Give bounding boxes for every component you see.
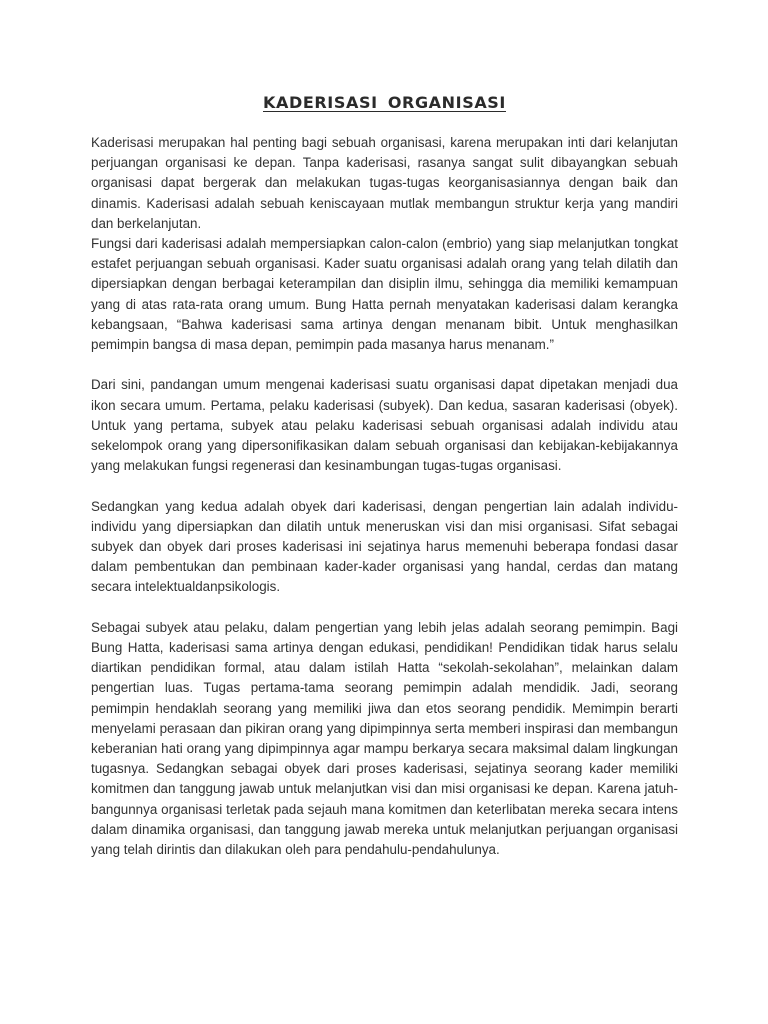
- document-title: KADERISASI ORGANISASI: [263, 93, 506, 112]
- paragraph-3: Dari sini, pandangan umum mengenai kaderisasi suatu organisasi dapat dipetakan menjadi dua ikon secara umum. Pertama, pelaku kaderisasi (subyek). Dan kedua, sasaran kaderisasi (obyek). Untuk yang pertama, subyek atau pelaku kaderisasi sebuah organisasi adalah individu atau sekelompok orang yang dipersonifikasikan dalam sebuah organisasi dan kebijakan-kebijakannya yang melakukan fungsi regenerasi dan kesinambungan tugas-tugas organisasi.: [91, 377, 678, 474]
- paragraph-4: Sedangkan yang kedua adalah obyek dari kaderisasi, dengan pengertian lain adalah individu-individu yang dipersiapkan dan dilatih untuk meneruskan visi dan misi organisasi. Sifat sebagai subyek dan obyek dari proses kaderisasi ini sejatinya harus memenuhi beberapa fondasi dasar dalam pembentukan dan pembinaan kader-kader organisasi yang handal, cerdas dan matang secara intelektualdanpsikologis.: [91, 498, 678, 595]
- paragraph-5: Sebagai subyek atau pelaku, dalam pengertian yang lebih jelas adalah seorang pemimpin. Bagi Bung Hatta, kaderisasi sama artinya dengan edukasi, pendidikan! Pendidikan tidak harus selalu diartikan pendidikan formal, atau dalam istilah Hatta “sekolah-sekolahan”, melainkan dalam pengertian luas. Tugas pertama-tama seorang pemimpin adalah mendidik. Jadi, seorang pemimpin hendaklah seorang yang memiliki jiwa dan etos seorang pendidik. Memimpin berarti menyelami perasaan dan pikiran orang yang dipimpinnya serta memberi inspirasi dan membangun keberanian hati orang yang dipimpinnya agar mampu berkarya secara maksimal dalam lingkungan tugasnya. Sedangkan sebagai obyek dari proses kaderisasi, sejatinya seorang kader memiliki komitmen dan tanggung jawab untuk melanjutkan visi dan misi organisasi ke depan. Karena jatuh-bangunnya organisasi terletak pada sejauh mana komitmen dan keterlibatan mereka secara intens dalam dinamika organisasi, dan tanggung jawab mereka untuk melanjutkan perjuangan organisasi yang telah dirintis dan dilakukan oleh para pendahulu-pendahulunya.: [91, 619, 678, 858]
- paragraph-1: Kaderisasi merupakan hal penting bagi sebuah organisasi, karena merupakan inti dari kelanjutan perjuangan organisasi ke depan. Tanpa kaderisasi, rasanya sangat sulit dibayangkan sebuah organisasi dapat bergerak dan melakukan tugas-tugas keorganisasiannya dengan baik dan dinamis. Kaderisasi adalah sebuah keniscayaan mutlak membangun struktur kerja yang mandiri dan berkelanjutan.: [91, 135, 678, 231]
- document-body: [91, 93, 678, 860]
- paragraph-2: Fungsi dari kaderisasi adalah mempersiapkan calon-calon (embrio) yang siap melanjutkan tongkat estafet perjuangan sebuah organisasi. Kader suatu organisasi adalah orang yang telah dilatih dan dipersiapkan dengan berbagai keterampilan dan disiplin ilmu, sehingga dia memiliki kemampuan yang di atas rata-rata orang umum. Bung Hatta pernah menyatakan kaderisasi dalam kerangka kebangsaan, “Bahwa kaderisasi sama artinya dengan menanam bibit. Untuk menghasilkan pemimpin bangsa di masa depan, pemimpin pada masanya harus menanam.”: [91, 236, 678, 353]
